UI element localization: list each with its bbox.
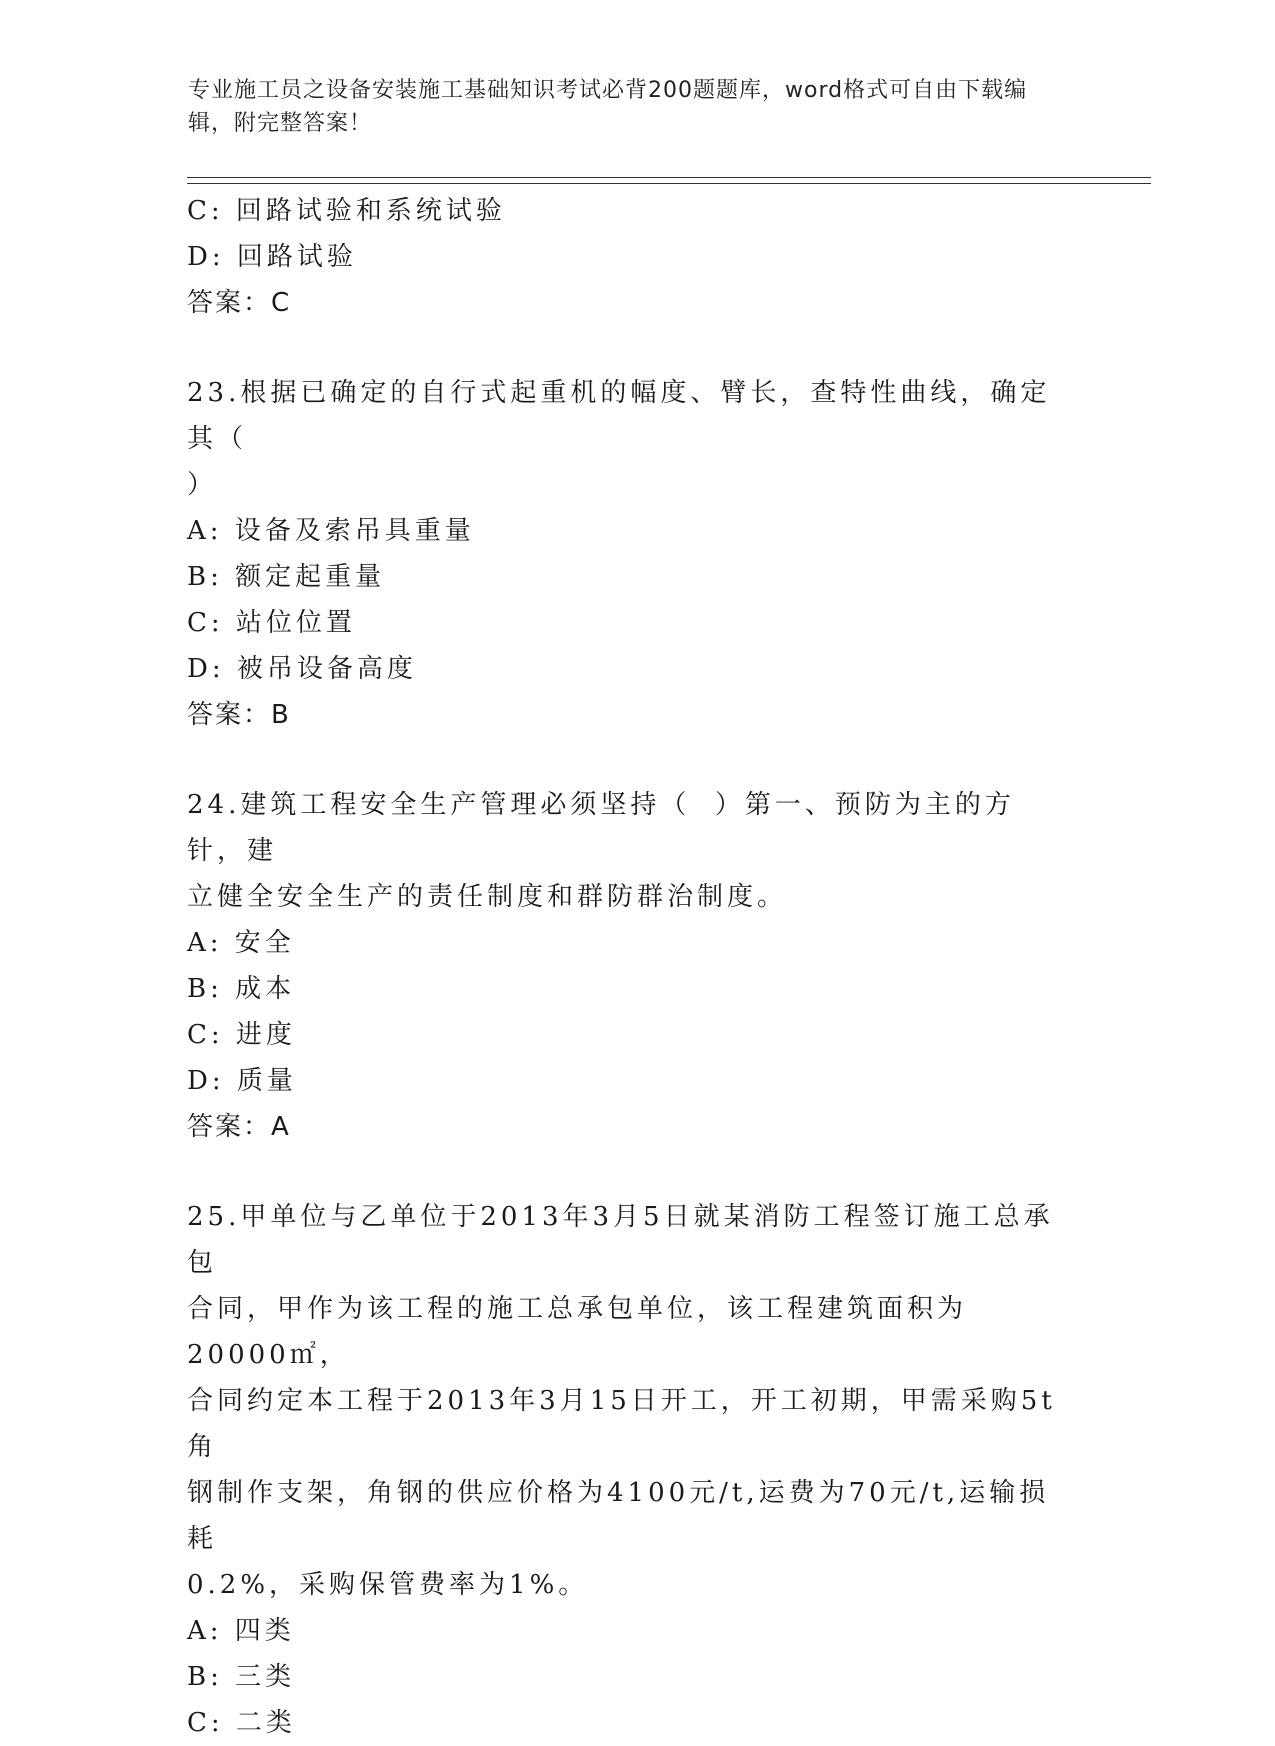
question-text-line: 24.建筑工程安全生产管理必须坚持（ ）第一、预防为主的方针，建 — [187, 790, 1015, 866]
option-c: C: 二类 — [187, 1708, 296, 1738]
question-spacer — [187, 326, 1067, 370]
answer-line: 答案：B — [187, 700, 291, 730]
option-a: A: 四类 — [187, 1616, 295, 1646]
answer-line: 答案：C — [187, 288, 292, 318]
question-text-line: ） — [187, 470, 218, 500]
option-a: A: 安全 — [187, 928, 295, 958]
option-d: D: 被吊设备高度 — [187, 654, 417, 684]
question-text-line: 0.2%，采购保管费率为1%。 — [187, 1570, 589, 1600]
option-c: C: 站位位置 — [187, 608, 356, 638]
question-22-tail — [187, 188, 1067, 326]
question-text-line: 合同，甲作为该工程的施工总承包单位，该工程建筑面积为20000㎡， — [187, 1294, 968, 1370]
answer-line: 答案：A — [187, 1112, 291, 1142]
question-content — [187, 188, 1067, 1746]
question-text-line: 23.根据已确定的自行式起重机的幅度、臂长，查特性曲线，确定其（ — [187, 378, 1051, 454]
question-23 — [187, 370, 1067, 738]
option-d: D: 回路试验 — [187, 242, 357, 272]
option-b: B: 成本 — [187, 974, 296, 1004]
option-b: B: 额定起重量 — [187, 562, 386, 592]
question-text-line: 合同约定本工程于2013年3月15日开工，开工初期，甲需采购5t角 — [187, 1386, 1056, 1462]
header-divider-bottom — [187, 183, 1151, 184]
header-title: 专业施工员之设备安装施工基础知识考试必背200题题库，word格式可自由下载编辑，附完整答案！ — [188, 78, 1028, 136]
document-header — [188, 74, 1068, 140]
question-text-line: 25.甲单位与乙单位于2013年3月5日就某消防工程签订施工总承包 — [187, 1202, 1054, 1278]
header-divider-top — [187, 177, 1151, 178]
option-c: C: 进度 — [187, 1020, 296, 1050]
question-text-line: 钢制作支架，角钢的供应价格为4100元/t,运费为70元/t,运输损耗 — [187, 1478, 1050, 1554]
option-d: D: 质量 — [187, 1066, 297, 1096]
question-text-line: 立健全安全生产的责任制度和群防群治制度。 — [187, 882, 788, 912]
question-spacer — [187, 738, 1067, 782]
question-spacer — [187, 1150, 1067, 1194]
question-24 — [187, 782, 1067, 1150]
question-25 — [187, 1194, 1067, 1746]
option-a: A: 设备及索吊具重量 — [187, 516, 475, 546]
option-b: B: 三类 — [187, 1662, 296, 1692]
option-c: C: 回路试验和系统试验 — [187, 196, 506, 226]
